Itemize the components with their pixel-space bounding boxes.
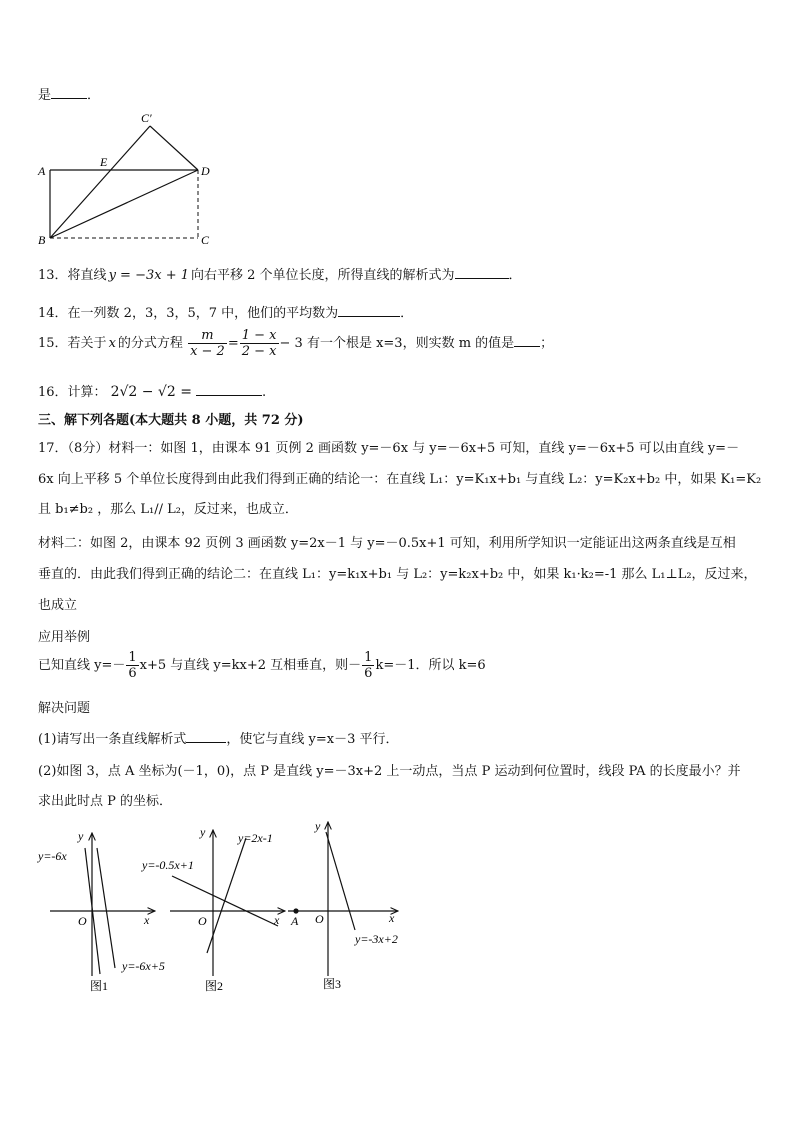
point-a	[293, 908, 298, 913]
q17-line-2: 6x 向上平移 5 个单位长度得到由此我们得到正确的结论一：在直线 L₁：y=K₁x+b₁ 与直线 L₂：y=K₂x+b₂ 中，如果 K₁=K₂	[38, 472, 762, 487]
line-label: y=2x-1	[238, 831, 273, 845]
numerator: 1	[364, 650, 373, 665]
q17-part-2-line-2: 求出此时点 P 的坐标．	[38, 794, 173, 809]
label-d: D	[201, 164, 210, 178]
y-axis-label: y	[315, 819, 321, 833]
line-label: y=-6x+5	[122, 959, 165, 973]
q17-line-4: 材料二：如图 2，由课本 92 页例 3 画函数 y=2x－1 与 y=－0.5x+1 可知，利用所学知识一定能证出这两条直线是互相	[38, 536, 736, 551]
answer-blank	[196, 383, 262, 396]
solve-title: 解决问题	[38, 701, 91, 716]
text: k=－1．所以 k=6	[375, 658, 486, 673]
numerator: m	[188, 328, 227, 344]
text: .	[261, 385, 267, 400]
text: ．	[87, 88, 101, 103]
label-e: E	[100, 155, 108, 169]
variable: x	[108, 336, 116, 351]
fraction-one-sixth	[362, 650, 374, 681]
origin-label: O	[198, 914, 207, 928]
label-c: C	[201, 233, 210, 247]
label-b: B	[38, 233, 46, 247]
q17-line-3: 且 b₁≠b₂ ，那么 L₁// L₂，反过来，也成立．	[38, 502, 298, 517]
question-number: 14．	[38, 306, 68, 321]
y-axis-label: y	[200, 825, 206, 839]
text: ．	[400, 306, 414, 321]
label-a: A	[38, 164, 46, 178]
denominator: 2 − x	[241, 344, 277, 359]
line-label: y=-0.5x+1	[142, 858, 194, 872]
answer-blank	[455, 266, 509, 279]
q17-line-1: 17．（8分）材料一：如图 1，由课本 91 页例 2 画函数 y=－6x 与 y=－6x+5 可知，直线 y=－6x+5 可以由直线 y=－	[38, 441, 740, 456]
graphs-figure	[30, 818, 420, 998]
segment-BD	[50, 170, 198, 238]
geometry-figure	[30, 108, 230, 250]
figure-caption: 图1	[90, 979, 109, 993]
text: ；	[540, 336, 554, 351]
text: 是	[38, 88, 52, 103]
formula: y = −3x + 1	[108, 268, 189, 283]
answer-blank	[51, 86, 87, 99]
q17-part-1	[38, 728, 399, 747]
question-number: 16．	[38, 385, 68, 400]
section-title: 三、解下列各题(本大题共 8 小题，共 72 分)	[38, 413, 304, 428]
text: 有一个根是 x=3，则实数 m 的值是	[306, 336, 515, 351]
answer-blank	[514, 334, 540, 347]
q17-line-5: 垂直的．由此我们得到正确的结论二：在直线 L₁：y=k₁x+b₁ 与 L₂：y=k₂x+b₂ 中，如果 k₁·k₂=-1 那么 L₁⊥L₂，反过来，	[38, 567, 757, 582]
x-axis-label: x	[389, 911, 395, 925]
question-14	[38, 302, 413, 321]
question-number: 15．	[38, 336, 68, 351]
text: − 3	[279, 336, 303, 351]
question-number: 13．	[38, 268, 68, 283]
q17-part-2-line-1: (2)如图 3，点 A 坐标为(－1，0)，点 P 是直线 y=－3x+2 上一动点，当点 P 运动到何位置时，线段 PA 的长度最小？并	[38, 764, 741, 779]
q17-line-7: 应用举例	[38, 630, 91, 645]
question-13	[38, 264, 522, 283]
text: 计算：	[67, 385, 107, 400]
figure-caption: 图2	[205, 979, 224, 993]
segment-BC-prime	[50, 126, 150, 238]
origin-label: O	[315, 912, 324, 926]
line-label: y=-3x+2	[355, 932, 398, 946]
y-axis-label: y	[78, 829, 84, 843]
text: 在一列数 2，3，3，5，7 中，他们的平均数为	[67, 306, 339, 321]
text: (1)请写出一条直线解析式	[38, 732, 187, 747]
graph-3	[288, 819, 398, 991]
text: 向右平移 2 个单位长度，所得直线的解析式为	[191, 268, 455, 283]
denominator: 6	[364, 666, 373, 681]
point-label: A	[291, 914, 299, 928]
line-label: y=-6x	[38, 849, 67, 863]
denominator: x − 2	[190, 344, 225, 359]
label-c-prime: C′	[141, 111, 152, 125]
answer-line-top	[38, 84, 100, 103]
origin-label: O	[78, 914, 87, 928]
equals: =	[227, 336, 239, 351]
fraction-m-over-x-minus-2	[188, 328, 227, 359]
x-axis-label: x	[144, 913, 150, 927]
text: 已知直线 y=－	[38, 658, 126, 673]
fraction-one-sixth	[126, 650, 138, 681]
question-15	[38, 328, 553, 359]
text: 若关于	[67, 336, 107, 351]
numerator: 1	[128, 650, 137, 665]
answer-blank	[186, 730, 226, 743]
answer-blank	[338, 304, 400, 317]
fraction-1-minus-x-over-2-minus-x	[240, 328, 279, 359]
expression: 2√2 − √2 =	[110, 384, 192, 400]
graph-1	[37, 829, 165, 993]
q17-example	[38, 650, 486, 681]
line-y-neg0.5x-plus-1	[172, 876, 278, 926]
text: x+5 与直线 y=kx+2 互相垂直，则－	[139, 658, 362, 673]
text: ，使它与直线 y=x－3 平行．	[226, 732, 399, 747]
line-y-neg6x-plus-5	[97, 848, 115, 968]
line-y-neg3x-plus-2	[326, 832, 355, 930]
x-axis-label: x	[274, 913, 280, 927]
numerator: 1 − x	[241, 328, 277, 343]
text: ．	[508, 268, 522, 283]
question-16	[38, 381, 266, 400]
q17-line-6: 也成立	[38, 598, 78, 613]
figure-caption: 图3	[323, 977, 342, 991]
text: 的分式方程	[117, 336, 183, 351]
denominator: 6	[128, 666, 137, 681]
text: 将直线	[67, 268, 107, 283]
segment-C-prime-D	[150, 126, 198, 170]
